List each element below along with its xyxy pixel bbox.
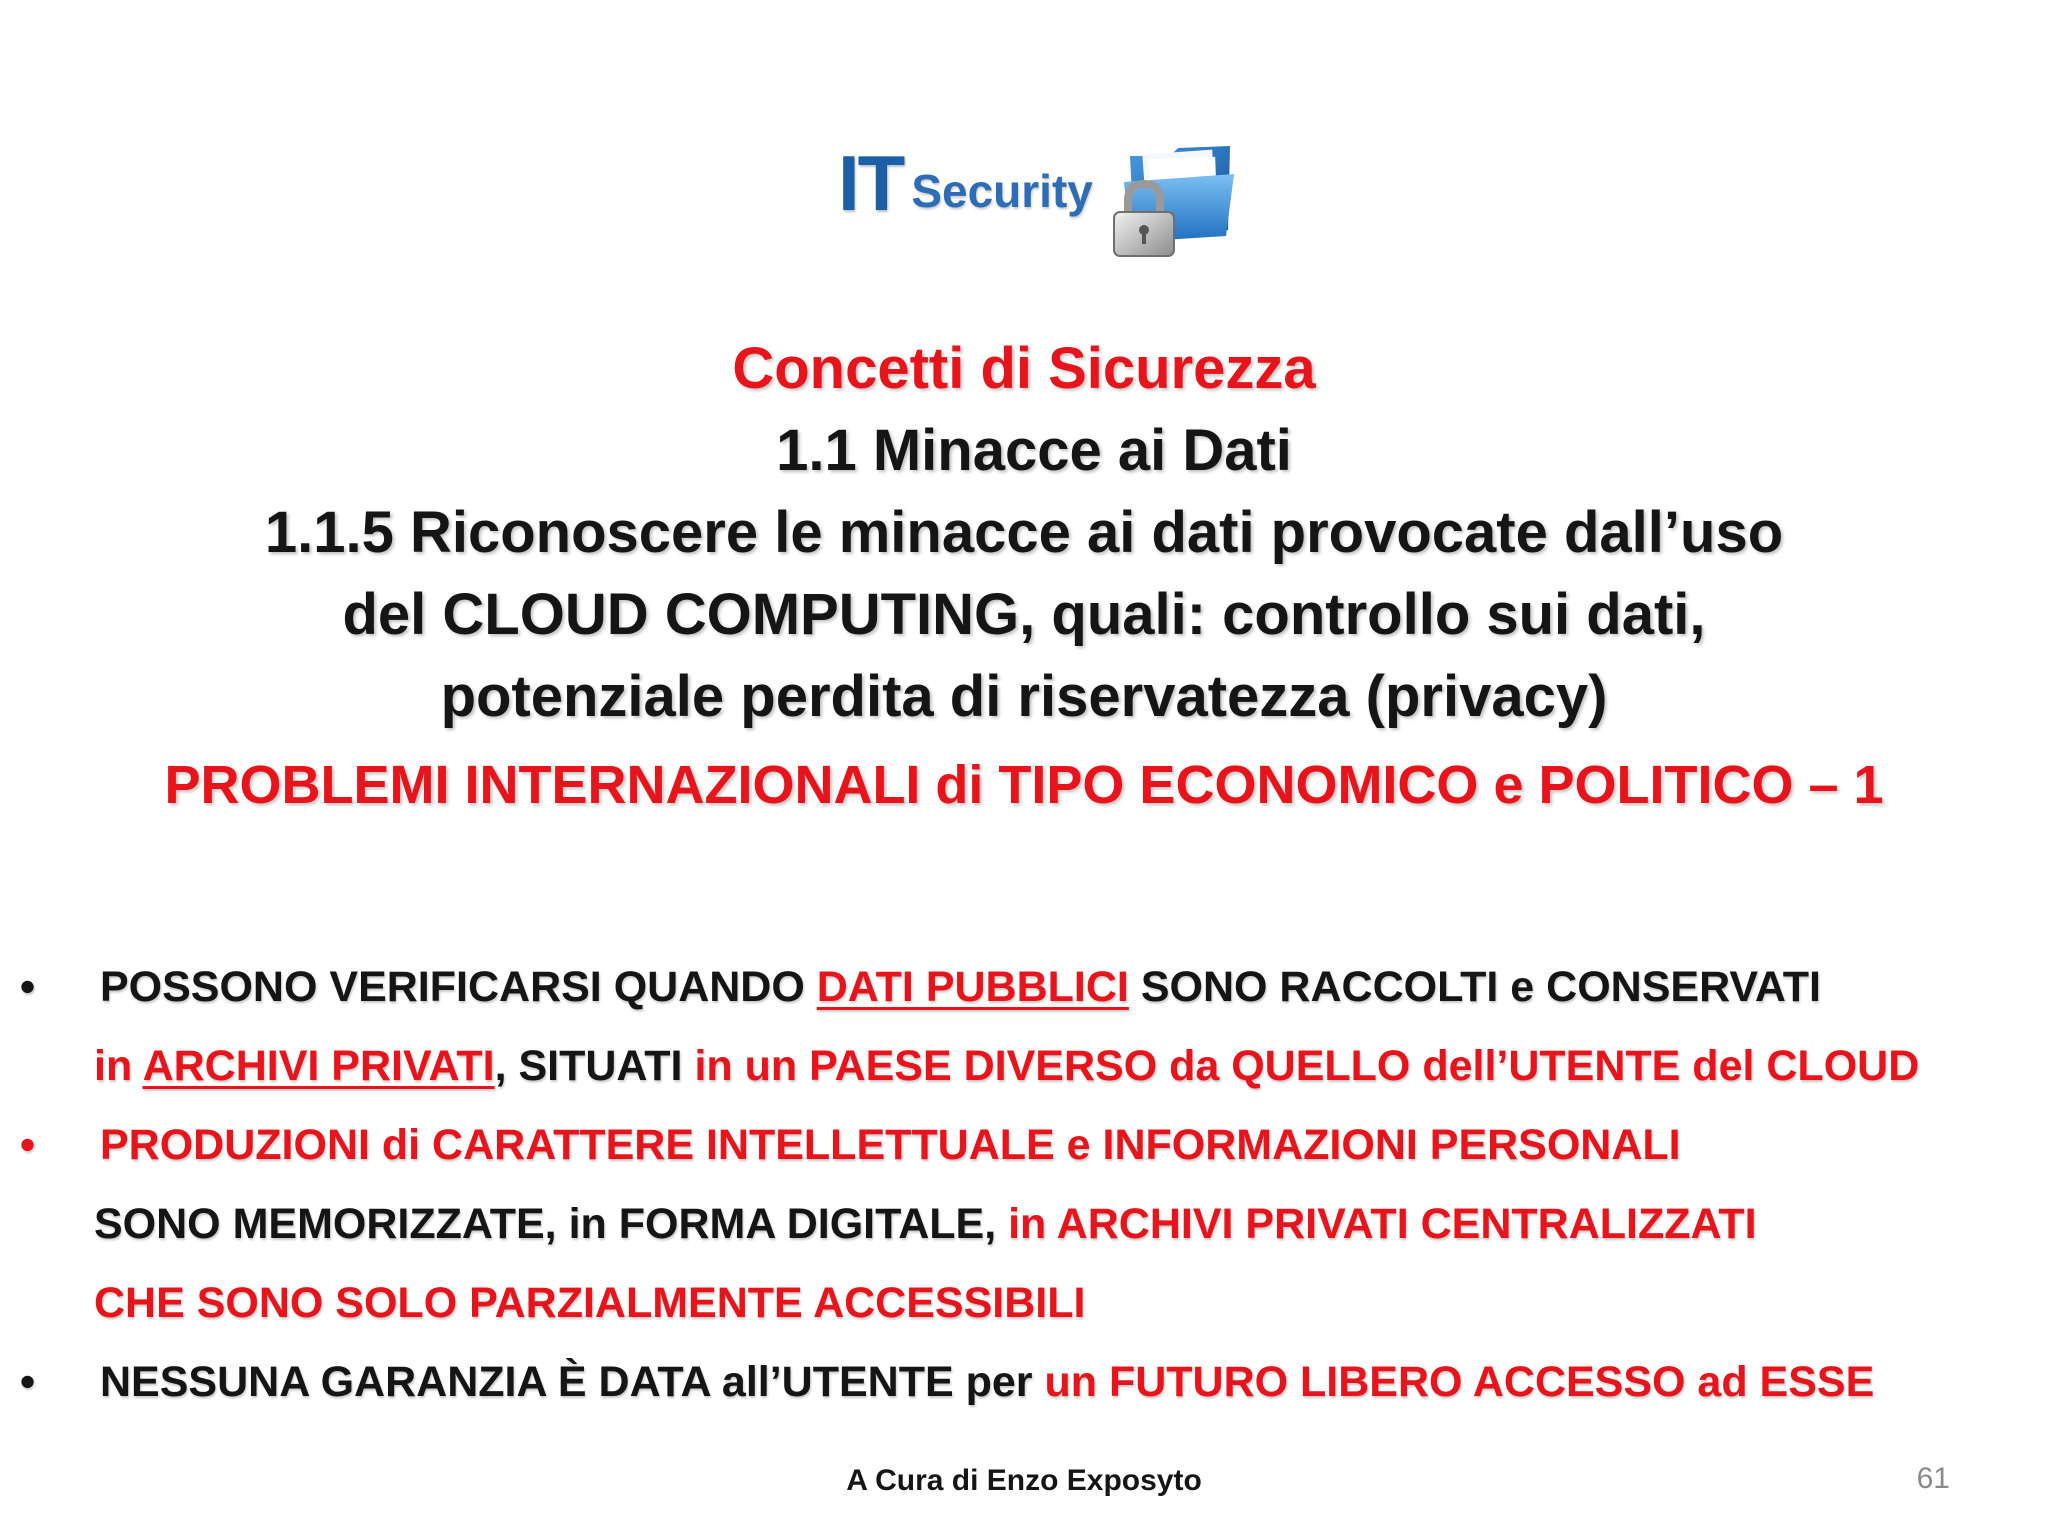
bullet-1-line-2 (0, 1027, 2048, 1106)
slide-title: Concetti di Sicurezza (732, 336, 1316, 401)
topic-line-1: 1.1.5 Riconoscere le minacce ai dati provocate dall’uso (264, 500, 1784, 565)
folder-padlock-icon (1100, 138, 1240, 258)
bullet-2-cont-b: in ARCHIVI PRIVATI CENTRALIZZATI (1008, 1200, 1757, 1248)
bullet-1-cont-a: in (94, 1042, 143, 1090)
logo-it-text: IT (838, 139, 904, 227)
bullet-3-text-a: NESSUNA GARANZIA È DATA all’UTENTE per (100, 1358, 1045, 1406)
bullet-1-cont-c: , SITUATI (494, 1042, 695, 1090)
bullet-2-text: PRODUZIONI di CARATTERE INTELLETTUALE e INFORMAZIONI PERSONALI (100, 1121, 1681, 1169)
bullet-1-highlight-archivi-privati: ARCHIVI PRIVATI (142, 1042, 495, 1090)
bullet-3-line-1 (0, 1343, 2048, 1422)
bullet-2-line-2 (0, 1185, 2048, 1264)
topic-line-3: potenziale perdita di riservatezza (privacy) (440, 664, 1608, 729)
bullet-1-text-c: SONO RACCOLTI e CONSERVATI (1128, 963, 1821, 1011)
bullet-1-line-1 (0, 948, 2048, 1027)
bullet-marker: • (20, 1358, 36, 1406)
bullet-3-text-b: un FUTURO LIBERO ACCESSO ad ESSE (1044, 1358, 1875, 1406)
bullet-1-highlight-dati-pubblici: DATI PUBBLICI (816, 963, 1129, 1011)
bullet-marker: • (20, 1121, 36, 1169)
bullet-2-cont-a: SONO MEMORIZZATE, in FORMA DIGITALE, (94, 1200, 1009, 1248)
topic-line-2: del CLOUD COMPUTING, quali: controllo sui dati, (342, 582, 1706, 647)
footer-author: A Cura di Enzo Exposyto (846, 1464, 1202, 1497)
bullet-marker: • (20, 963, 36, 1011)
slide-headings (0, 328, 2048, 826)
bullet-1-text (100, 948, 1821, 1027)
page-number: 61 (1916, 1462, 1950, 1495)
it-security-logo (838, 138, 1238, 258)
section-heading: 1.1 Minacce ai Dati (776, 418, 1292, 483)
bullet-2-cont-line-3: CHE SONO SOLO PARZIALMENTE ACCESSIBILI (94, 1279, 1086, 1327)
logo-wordmark (838, 139, 1093, 227)
bullet-2-line-1 (0, 1106, 2048, 1185)
bullet-3-text (100, 1343, 1874, 1422)
bullet-2-continuation (94, 1185, 1757, 1264)
problems-heading: PROBLEMI INTERNAZIONALI di TIPO ECONOMICO e POLITICO – 1 (164, 755, 1884, 815)
logo-security-text: Security (911, 165, 1093, 217)
bullet-1-cont-d: in un PAESE DIVERSO da QUELLO dell’UTENTE del CLOUD (694, 1042, 1920, 1090)
bullet-list (0, 948, 2048, 1422)
bullet-1-continuation (94, 1027, 1919, 1106)
bullet-1-text-a: POSSONO VERIFICARSI QUANDO (100, 963, 817, 1011)
bullet-2-line-3 (0, 1264, 2048, 1343)
